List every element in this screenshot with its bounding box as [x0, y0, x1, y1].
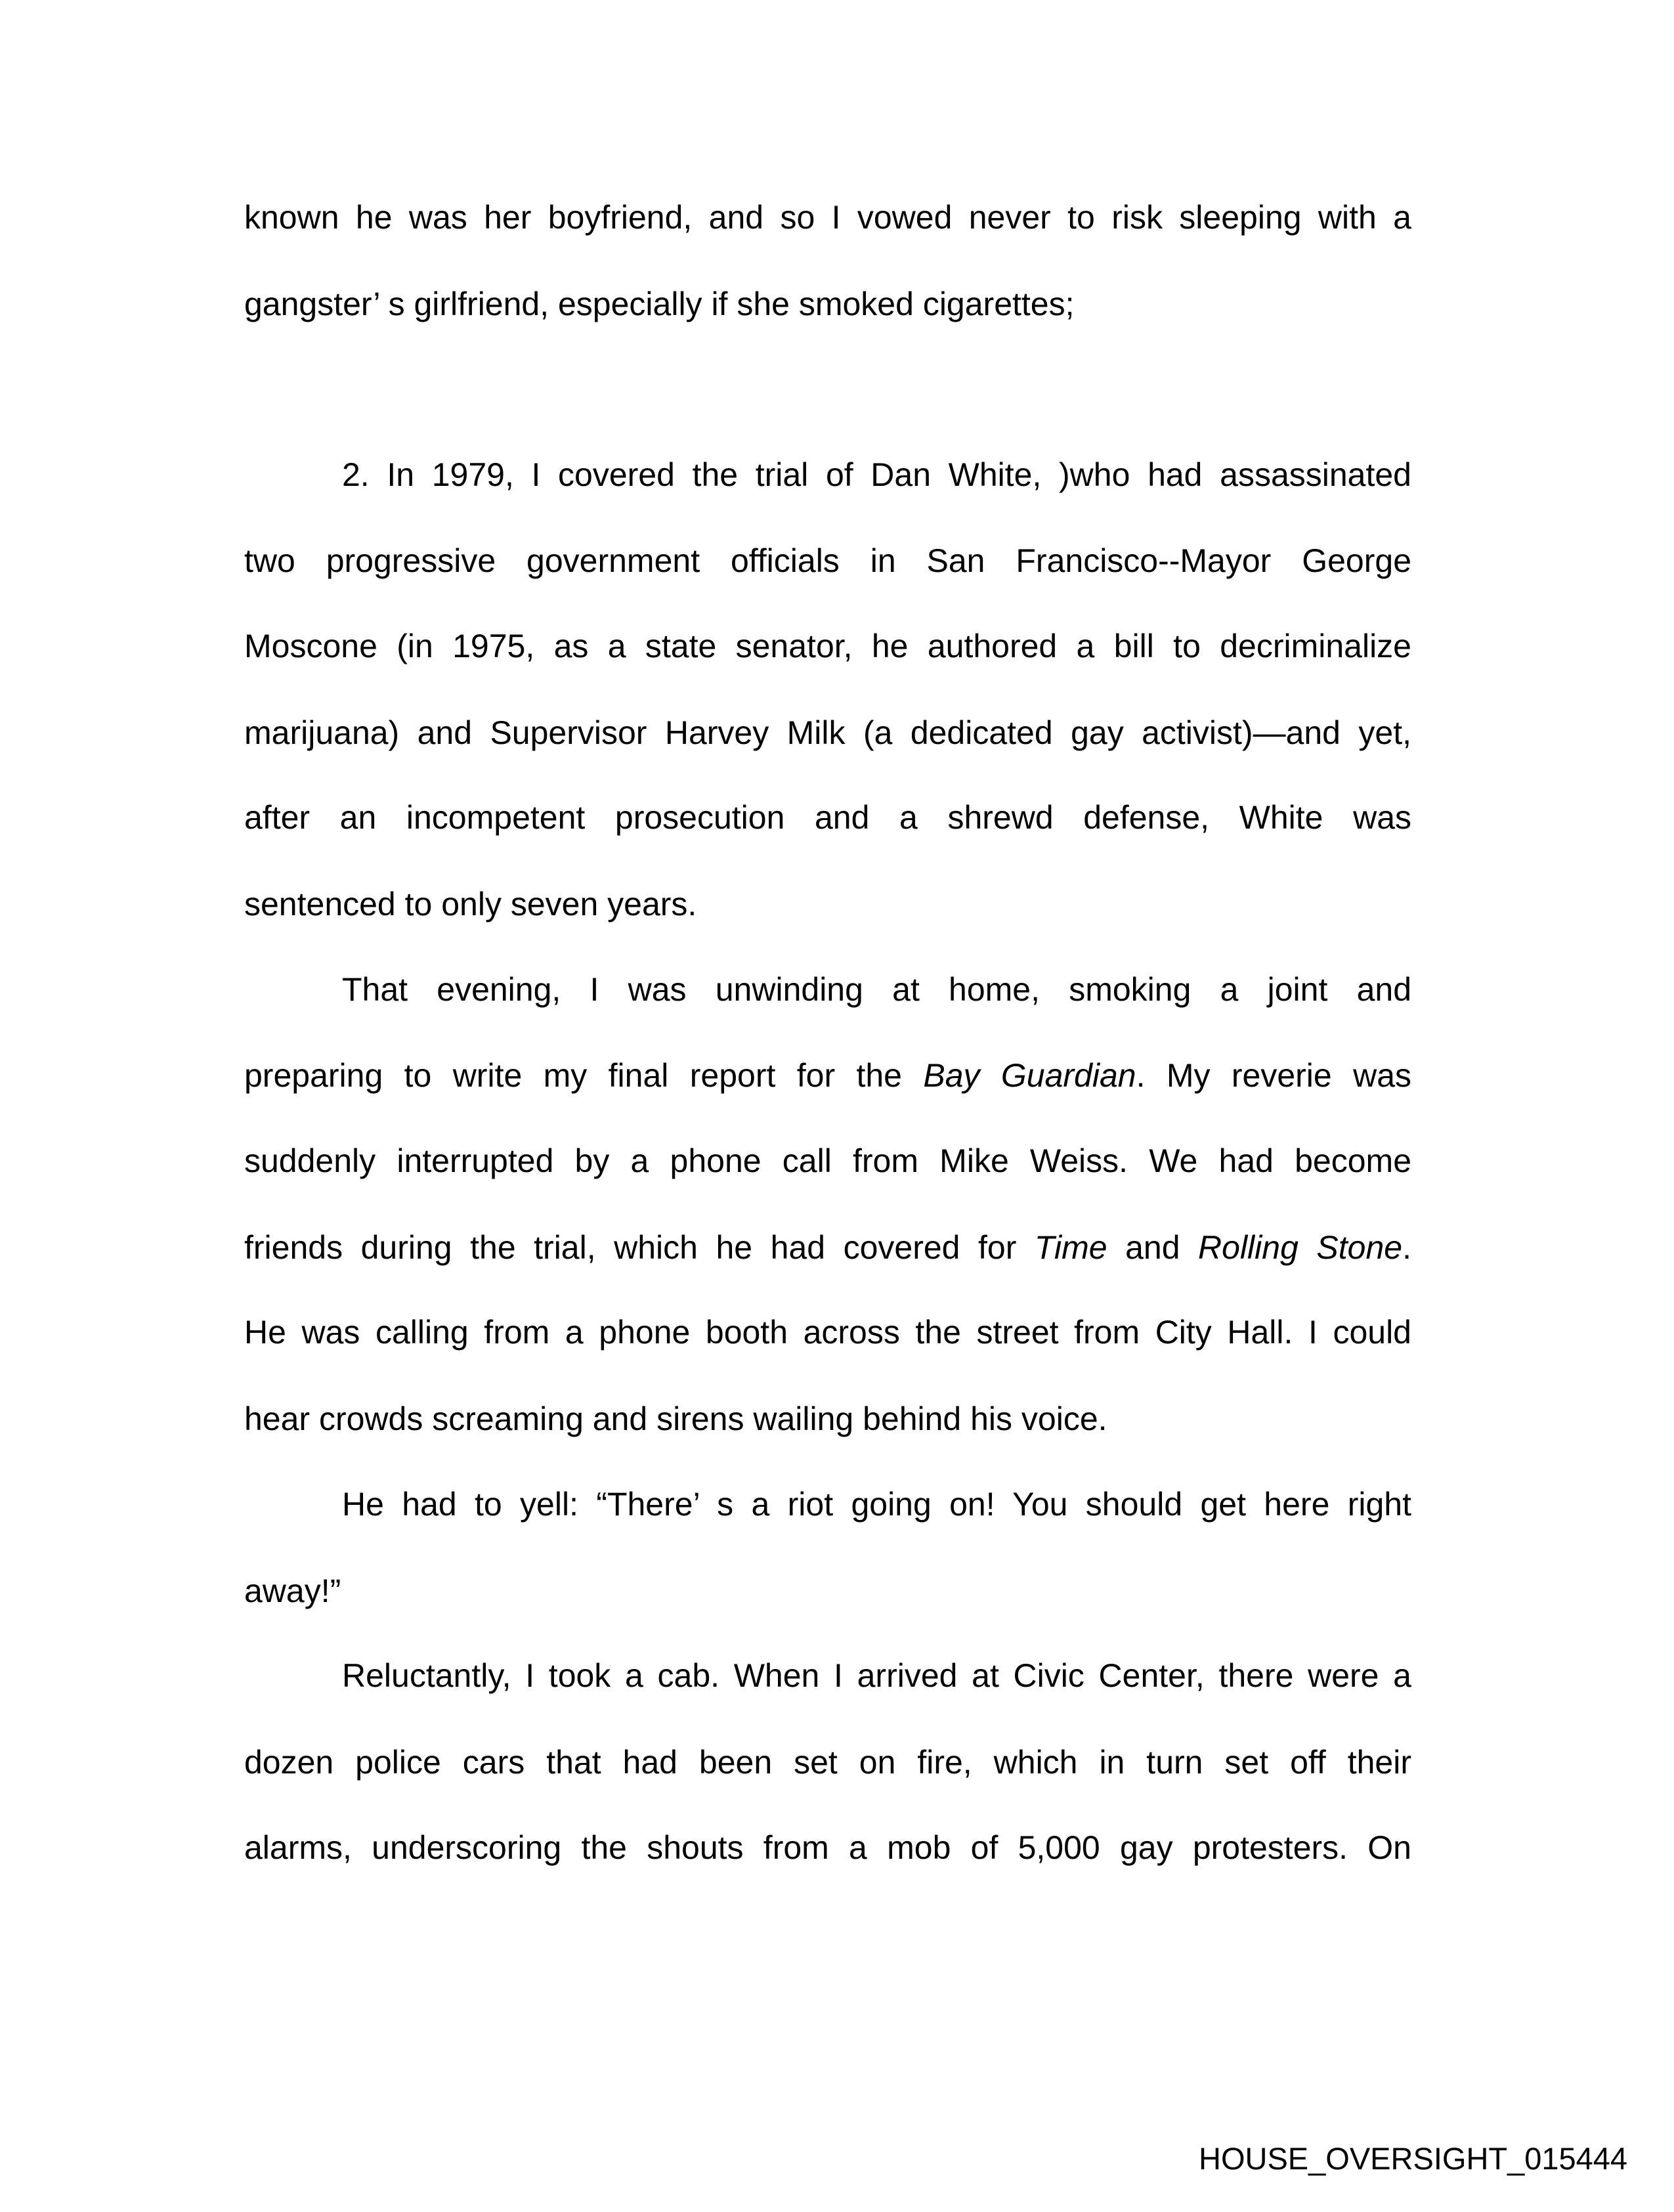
text-line — [244, 278, 1411, 330]
text-segment: friends during the trial, which he had covered for — [244, 1229, 1035, 1266]
text-segment: known he was her boyfriend, and so I vowed never to risk sleeping with a — [244, 199, 1411, 236]
text-line — [244, 1649, 1411, 1702]
text-segment: dozen police cars that had been set on fire, which in turn set off their — [244, 1744, 1411, 1781]
italic-title: Bay Guardian — [923, 1057, 1136, 1094]
text-line — [244, 191, 1411, 244]
text-segment: sentenced to only seven years. — [244, 886, 697, 922]
text-segment: after an incompetent prosecution and a shrewd defense, White was — [244, 799, 1411, 836]
text-line — [244, 1393, 1411, 1445]
text-segment: two progressive government officials in San Francisco--Mayor George — [244, 542, 1411, 579]
text-segment: Moscone (in 1975, as a state senator, he authored a bill to decriminalize — [244, 628, 1411, 664]
text-line — [244, 1736, 1411, 1789]
text-line — [244, 878, 1411, 930]
text-segment: and — [1107, 1229, 1199, 1266]
bates-number: HOUSE_OVERSIGHT_015444 — [1199, 2141, 1628, 2176]
text-line — [244, 1049, 1411, 1102]
text-line — [244, 1135, 1411, 1187]
text-segment: He was calling from a phone booth across the street from City Hall. I could — [244, 1314, 1411, 1351]
text-segment: . — [1402, 1229, 1411, 1266]
text-segment: hear crowds screaming and sirens wailing behind his voice. — [244, 1400, 1107, 1437]
text-line — [244, 534, 1411, 587]
italic-title: Rolling Stone — [1198, 1229, 1403, 1266]
text-line — [244, 1565, 1411, 1617]
text-segment: He had to yell: “There’ s a riot going on! You should get here right — [342, 1486, 1411, 1523]
text-line — [244, 1821, 1411, 1874]
text-line — [244, 1221, 1411, 1274]
text-segment: gangster’ s girlfriend, especially if she smoked cigarettes; — [244, 286, 1075, 322]
text-segment: away!” — [244, 1572, 341, 1609]
text-line — [244, 706, 1411, 759]
text-line — [244, 1306, 1411, 1358]
text-segment: alarms, underscoring the shouts from a mob of 5,000 gay protesters. On — [244, 1829, 1411, 1866]
text-segment: preparing to write my final report for the — [244, 1057, 924, 1094]
text-segment: That evening, I was unwinding at home, smoking a joint and — [342, 971, 1411, 1008]
text-segment: Reluctantly, I took a cab. When I arrived at Civic Center, there were a — [342, 1657, 1411, 1694]
text-segment: . My reverie was — [1136, 1057, 1412, 1094]
text-line — [244, 791, 1411, 844]
italic-title: Time — [1034, 1229, 1107, 1266]
text-line — [244, 620, 1411, 672]
text-line — [244, 963, 1411, 1016]
text-segment: marijuana) and Supervisor Harvey Milk (a dedicated gay activist)—and yet, — [244, 714, 1411, 751]
text-line — [244, 448, 1411, 501]
text-line — [244, 1478, 1411, 1530]
text-segment: suddenly interrupted by a phone call from Mike Weiss. We had become — [244, 1142, 1411, 1179]
text-segment: 2. In 1979, I covered the trial of Dan White, )who had assassinated — [342, 456, 1411, 493]
